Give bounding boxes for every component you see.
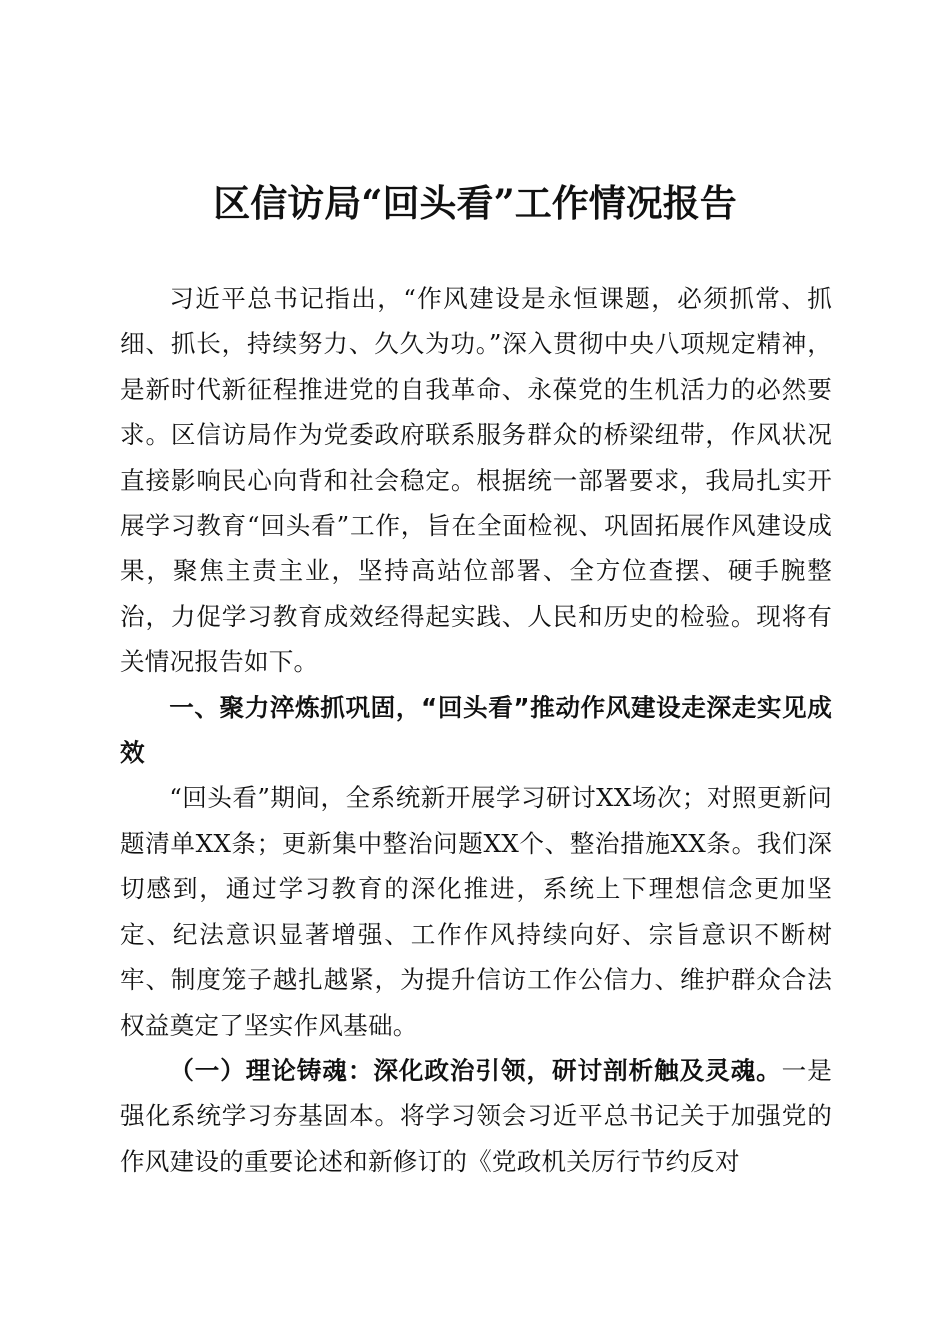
- subsection-1-text: 一是强化系统学习夯基固本。将学习领会习近平总书记关于加强党的作风建设的重要论述和新修订的《党政机关厉行节约反对: [120, 1055, 832, 1176]
- section-1-paragraph: “回头看”期间，全系统新开展学习研讨XX场次；对照更新问题清单XX条；更新集中整治问题XX个、整治措施XX条。我们深切感到，通过学习教育的深化推进，系统上下理想信念更加坚定、纪法意识显著增强、工作作风持续向好、宗旨意识不断树牢、制度笼子越扎越紧，为提升信访工作公信力、维护群众合法权益奠定了坚实作风基础。: [120, 783, 832, 1040]
- subsection-heading-1: （一）理论铸魂：深化政治引领，研讨剖析触及灵魂。: [169, 1055, 782, 1085]
- document-body: [120, 276, 832, 1184]
- section-heading-1: 一、聚力淬炼抓巩固，“回头看”推动作风建设走深走实见成效: [120, 692, 832, 768]
- intro-paragraph: 习近平总书记指出，“作风建设是永恒课题，必须抓常、抓细、抓长，持续努力、久久为功。”深入贯彻中央八项规定精神，是新时代新征程推进党的自我革命、永葆党的生机活力的必然要求。区信访局作为党委政府联系服务群众的桥梁纽带，作风状况直接影响民心向背和社会稳定。根据统一部署要求，我局扎实开展学习教育“回头看”工作，旨在全面检视、巩固拓展作风建设成果，聚焦主责主业，坚持高站位部署、全方位查摆、硬手腕整治，力促学习教育成效经得起实践、人民和历史的检验。现将有关情况报告如下。: [120, 284, 832, 677]
- document-title: 区信访局“回头看”工作情况报告: [213, 181, 737, 225]
- subsection-1-paragraph: [120, 1048, 832, 1184]
